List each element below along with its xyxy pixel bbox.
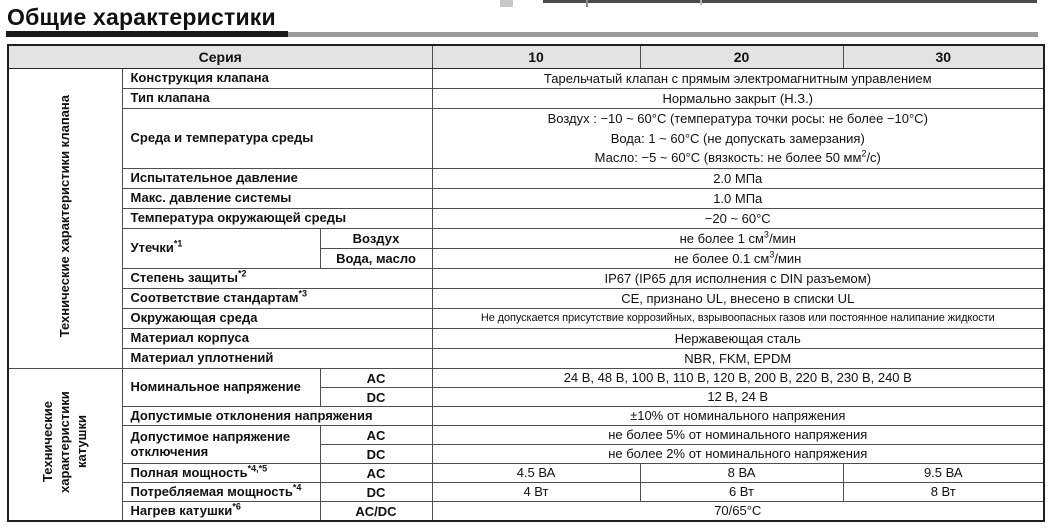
row-media-temperature xyxy=(8,109,1044,169)
row-coil-heating xyxy=(8,502,1044,522)
row-sublabel: AC xyxy=(320,464,432,483)
title-underline xyxy=(6,31,1038,37)
media-line-water: Вода: 1 ~ 60°C (не допускать замерзания) xyxy=(610,130,865,146)
row-label: Окружающая среда xyxy=(122,309,432,329)
cropped-fragment-tick xyxy=(586,0,588,7)
row-label: Среда и температура среды xyxy=(122,109,432,169)
row-label: Тип клапана xyxy=(122,89,432,109)
row-label: Полная мощность$^{*4,*5}$ xyxy=(122,464,320,483)
row-apparent-power xyxy=(8,464,1044,483)
row-value: CE, признано UL, внесено в списки UL xyxy=(432,289,1044,309)
valve-section-cell xyxy=(8,69,122,369)
cropped-fragment-tick xyxy=(700,0,702,5)
row-sublabel: DC xyxy=(320,388,432,407)
specs-table xyxy=(7,44,1045,522)
row-power-consumption xyxy=(8,483,1044,502)
row-value: 2.0 МПа xyxy=(432,169,1044,189)
row-label: Номинальное напряжение xyxy=(122,369,320,407)
row-body-material xyxy=(8,329,1044,349)
row-value: Нержавеющая сталь xyxy=(432,329,1044,349)
row-label: Температура окружающей среды xyxy=(122,209,432,229)
row-label: Допустимые отклонения напряжения xyxy=(122,407,432,426)
coil-section-cell xyxy=(8,369,122,522)
row-value-series-10: 4 Вт xyxy=(432,483,640,502)
row-value-series-20: 6 Вт xyxy=(640,483,843,502)
row-standards xyxy=(8,289,1044,309)
row-rated-voltage-ac xyxy=(8,369,1044,388)
row-value: не более 0.1 $см^3$/мин xyxy=(432,249,1044,269)
row-sublabel: DC xyxy=(320,483,432,502)
row-value: 24 В, 48 В, 100 В, 110 В, 120 В, 200 В, 220 В, 230 В, 240 В xyxy=(432,369,1044,388)
row-label: Нагрев катушки$^{*6}$ xyxy=(122,502,320,522)
row-value-series-30: 9.5 ВА xyxy=(843,464,1044,483)
cropped-fragment-line xyxy=(543,0,1037,3)
row-label: Потребляемая мощность$^{*4}$ xyxy=(122,483,320,502)
row-value: не более 2% от номинального напряжения xyxy=(432,445,1044,464)
row-sublabel: AC/DC xyxy=(320,502,432,522)
cropped-fragment-chip xyxy=(500,0,513,7)
row-seal-material xyxy=(8,349,1044,369)
series-header-row xyxy=(8,45,1044,69)
row-value: не более 1 $см^3$/мин xyxy=(432,229,1044,249)
row-value: 70/65°C xyxy=(432,502,1044,522)
row-value: −20 ~ 60°C xyxy=(432,209,1044,229)
row-sublabel: Воздух xyxy=(320,229,432,249)
page-title: Общие характеристики xyxy=(7,4,276,30)
row-valve-type xyxy=(8,89,1044,109)
row-sublabel: DC xyxy=(320,445,432,464)
series-col-10: 10 xyxy=(432,45,640,69)
row-value: Не допускается присутствие коррозийных, взрывоопасных газов или постоянное налипание жидкости xyxy=(432,309,1044,329)
title-underline-gray xyxy=(288,32,1038,37)
row-sublabel: AC xyxy=(320,369,432,388)
row-label: Материал уплотнений xyxy=(122,349,432,369)
series-header-label: Серия xyxy=(8,45,432,69)
row-value: Тарельчатый клапан с прямым электромагнитным управлением xyxy=(432,69,1044,89)
row-voltage-tolerance xyxy=(8,407,1044,426)
row-value: 1.0 МПа xyxy=(432,189,1044,209)
row-label: Соответствие стандартам$^{*3}$ xyxy=(122,289,432,309)
row-value: NBR, FKM, EPDM xyxy=(432,349,1044,369)
row-value: ±10% от номинального напряжения xyxy=(432,407,1044,426)
row-label: Конструкция клапана xyxy=(122,69,432,89)
row-leakage-air xyxy=(8,229,1044,249)
row-value-series-20: 8 ВА xyxy=(640,464,843,483)
valve-section-label: Технические характеристики клапана xyxy=(56,94,72,338)
row-label: Материал корпуса xyxy=(122,329,432,349)
coil-section-label: Технические характеристики катушки xyxy=(39,391,89,493)
series-col-20: 20 xyxy=(640,45,843,69)
media-line-air: Воздух : −10 ~ 60°C (температура точки росы: не более −10°C) xyxy=(547,111,928,127)
row-value-series-30: 8 Вт xyxy=(843,483,1044,502)
row-dropout-voltage-ac xyxy=(8,426,1044,445)
row-label: Степень защиты$^{*2}$ xyxy=(122,269,432,289)
row-sublabel: Вода, масло xyxy=(320,249,432,269)
row-max-pressure xyxy=(8,189,1044,209)
row-value xyxy=(432,109,1044,169)
row-environment xyxy=(8,309,1044,329)
row-test-pressure xyxy=(8,169,1044,189)
row-value-series-10: 4.5 ВА xyxy=(432,464,640,483)
row-label: Допустимое напряжение отключения xyxy=(122,426,320,464)
row-value: IP67 (IP65 для исполнения с DIN разъемом) xyxy=(432,269,1044,289)
row-ambient-temperature xyxy=(8,209,1044,229)
title-underline-black xyxy=(6,31,288,37)
media-line-oil: Масло: −5 ~ 60°C (вязкость: не более 50 $мм^2/с$) xyxy=(594,148,881,166)
series-col-30: 30 xyxy=(843,45,1044,69)
row-value: 12 В, 24 В xyxy=(432,388,1044,407)
row-protection-class xyxy=(8,269,1044,289)
row-value: Нормально закрыт (Н.З.) xyxy=(432,89,1044,109)
row-sublabel: AC xyxy=(320,426,432,445)
row-value: не более 5% от номинального напряжения xyxy=(432,426,1044,445)
row-construction xyxy=(8,69,1044,89)
row-label: Макс. давление системы xyxy=(122,189,432,209)
row-label: Испытательное давление xyxy=(122,169,432,189)
row-label: Утечки$^{*1}$ xyxy=(122,229,320,269)
